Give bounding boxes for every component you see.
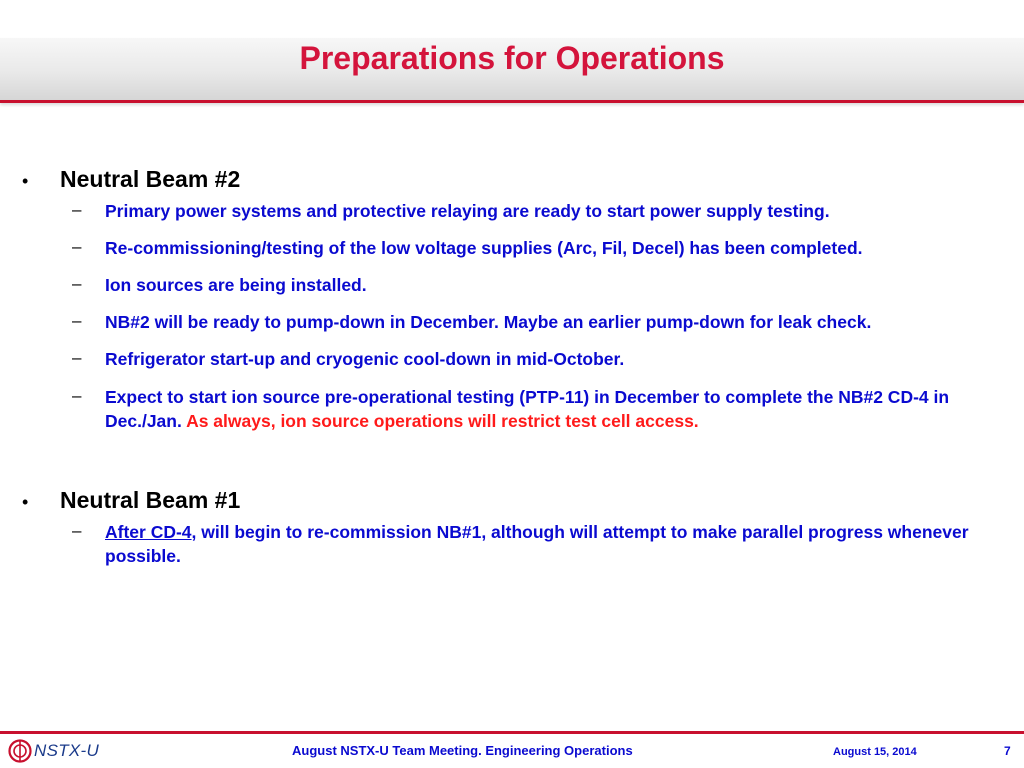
list-item-text: Expect to start ion source pre-operational testing (PTP-11) in December to complete the NB#2 CD-4 in Dec./Jan. [105,387,950,431]
highlight-warning: As always, ion source operations will restrict test cell access. [186,411,699,431]
dash-icon: – [72,521,82,540]
footer-divider [0,731,1024,734]
dash-icon: – [72,237,82,256]
cd4-link[interactable]: After CD-4 [105,522,192,542]
dash-icon: – [72,386,82,405]
page-number: 7 [1004,744,1011,758]
list-item: Ion sources are being installed. [105,275,367,295]
footer-date: August 15, 2014 [833,746,917,758]
bullet-icon: • [22,171,29,191]
list-item: NB#2 will be ready to pump-down in December. Maybe an earlier pump-down for leak check. [105,312,872,332]
footer-meeting: August NSTX-U Team Meeting. Engineering Operations [292,743,633,758]
slide-title: Preparations for Operations [299,40,725,76]
list-item: Refrigerator start-up and cryogenic cool-down in mid-October. [105,349,625,369]
logo-text: NSTX-U [34,741,100,760]
nstx-logo-icon [8,739,32,763]
list-item: Primary power systems and protective relaying are ready to start power supply testing. [105,201,830,221]
bullet-icon: • [22,492,29,512]
list-item-text: , will begin to re-commission NB#1, although will attempt to make parallel progress whenever possible. [105,522,969,566]
dash-icon: – [72,348,82,367]
section-heading-nb1: Neutral Beam #1 [60,487,241,513]
list-item [105,385,1000,433]
list-item [105,520,1000,568]
dash-icon: – [72,200,82,219]
nstx-u-logo [8,739,99,763]
list-item: Re-commissioning/testing of the low voltage supplies (Arc, Fil, Decel) has been completed. [105,238,863,258]
dash-icon: – [72,274,82,293]
dash-icon: – [72,311,82,330]
section-heading-nb2: Neutral Beam #2 [60,166,241,192]
